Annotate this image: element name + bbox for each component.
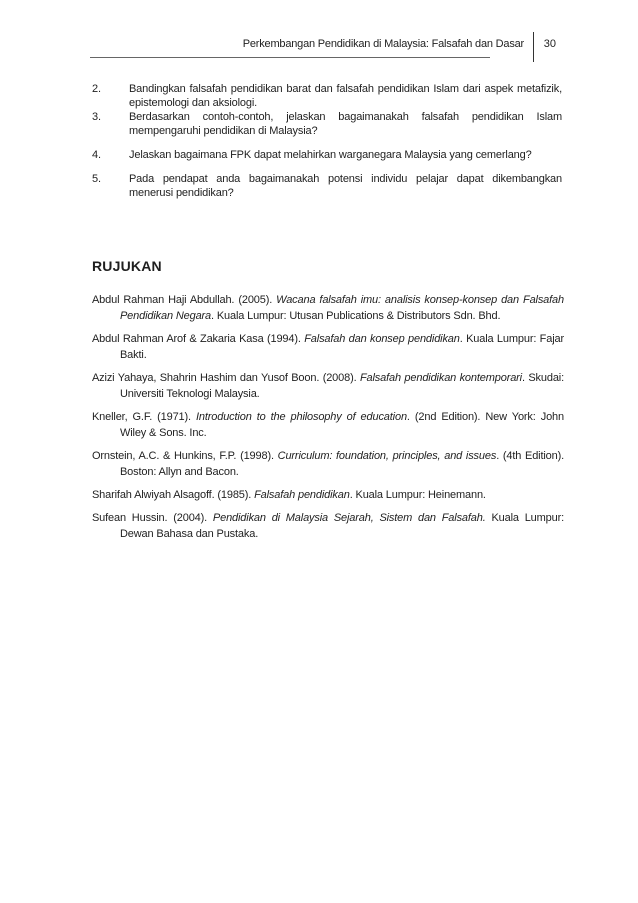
- question-text: Berdasarkan contoh-contoh, jelaskan bagaimanakah falsafah pendidikan Islam mempengaruhi pendidikan di Malaysia?: [129, 111, 562, 137]
- reference-item: [92, 292, 564, 324]
- reference-item: [92, 448, 564, 480]
- reference-publisher: . Kuala Lumpur: Utusan Publications & Distributors Sdn. Bhd.: [211, 310, 501, 322]
- reference-publisher: . (4th Edition). Boston: Allyn and Bacon.: [120, 450, 565, 478]
- reference-author: Abdul Rahman Arof & Zakaria Kasa (1994).: [92, 333, 305, 345]
- question-item: [92, 148, 562, 162]
- reference-publisher: . Kuala Lumpur: Heinemann.: [349, 489, 486, 501]
- reference-title: Falsafah dan konsep pendidikan: [304, 333, 460, 345]
- reference-item: [92, 370, 564, 402]
- reference-publisher: Kuala Lumpur: Dewan Bahasa dan Pustaka.: [120, 512, 565, 540]
- references-heading: RUJUKAN: [92, 258, 162, 274]
- question-item: [92, 82, 562, 110]
- reference-author: Ornstein, A.C. & Hunkins, F.P. (1998).: [92, 450, 278, 462]
- question-number: 4.: [92, 149, 101, 161]
- reference-item: [92, 487, 564, 503]
- reference-publisher: . Kuala Lumpur: Fajar Bakti.: [120, 333, 564, 361]
- page-number: 30: [543, 38, 556, 50]
- reference-title: Wacana falsafah imu: analisis konsep-konsep dan Falsafah Pendidikan Negara: [120, 294, 564, 322]
- question-item: [92, 172, 562, 200]
- reference-title: Curriculum: foundation, principles, and issues: [277, 450, 497, 462]
- question-number: 3.: [92, 111, 101, 123]
- reference-item: [92, 510, 564, 542]
- question-item: [92, 110, 562, 138]
- page-header: [90, 38, 564, 58]
- reference-title: Introduction to the philosophy of education: [195, 411, 407, 423]
- question-text: Pada pendapat anda bagaimanakah potensi individu pelajar dapat dikembangkan menerusi pendidikan?: [129, 173, 562, 199]
- reference-item: [92, 409, 564, 441]
- reference-title: Pendidikan di Malaysia Sejarah, Sistem dan Falsafah.: [212, 512, 486, 524]
- question-text: Bandingkan falsafah pendidikan barat dan falsafah pendidikan Islam dari aspek metafizik, epistemologi dan aksiologi.: [129, 83, 562, 109]
- header-rule: [90, 57, 490, 58]
- reference-item: [92, 331, 564, 363]
- reference-author: Sharifah Alwiyah Alsagoff. (1985).: [92, 489, 255, 501]
- question-number: 2.: [92, 83, 101, 95]
- reference-author: Azizi Yahaya, Shahrin Hashim dan Yusof Boon. (2008).: [92, 372, 360, 384]
- reference-author: Abdul Rahman Haji Abdullah. (2005).: [92, 294, 277, 306]
- question-list: [92, 82, 562, 200]
- question-number: 5.: [92, 173, 101, 185]
- question-text: Jelaskan bagaimana FPK dapat melahirkan warganegara Malaysia yang cemerlang?: [129, 149, 532, 161]
- header-divider: [533, 32, 534, 62]
- reference-publisher: . Skudai: Universiti Teknologi Malaysia.: [120, 372, 564, 400]
- reference-title: Falsafah pendidikan kontemporari: [359, 372, 522, 384]
- reference-author: Sufean Hussin. (2004).: [92, 512, 213, 524]
- reference-publisher: . (2nd Edition). New York: John Wiley & Sons. Inc.: [120, 411, 564, 439]
- header-title: Perkembangan Pendidikan di Malaysia: Falsafah dan Dasar: [242, 38, 524, 50]
- reference-title: Falsafah pendidikan: [254, 489, 350, 501]
- reference-author: Kneller, G.F. (1971).: [92, 411, 196, 423]
- reference-list: [92, 292, 564, 549]
